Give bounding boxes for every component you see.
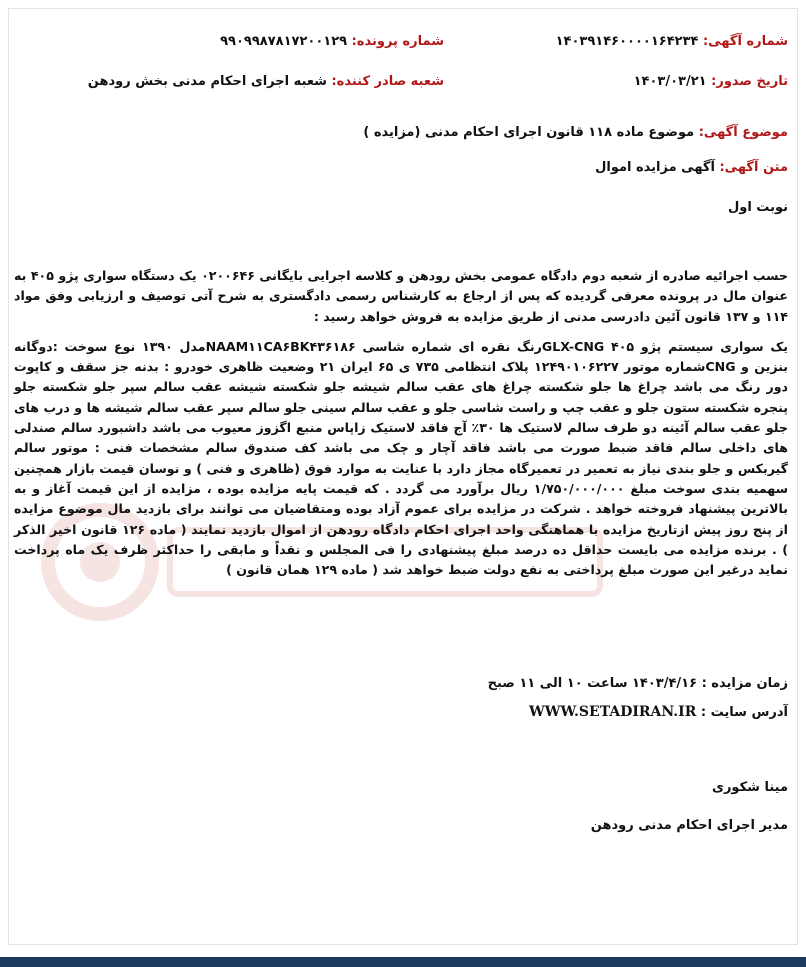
subject-value: موضوع ماده ۱۱۸ قانون اجرای احکام مدنی (مزایده ) xyxy=(363,125,695,140)
case-number-label: شماره پرونده: xyxy=(351,34,444,49)
site-label: آدرس سایت : xyxy=(700,705,788,720)
body-paragraph-intro: حسب اجرائیه صادره از شعبه دوم دادگاه عمومی بخش رودهن و کلاسه اجرایی بایگانی ۰۲۰۰۶۴۶ یک دستگاه سواری پژو ۴۰۵ به عنوان مال در پرونده معرفی گردیده که پس از ارجاع به کارشناس رسمی دادگستری به شرح آتی توصیف و ارزیابی وفق مواد ۱۱۴ و ۱۳۷ قانون آئین دادرسی مدنی از طریق مزایده به فروش خواهد رسید : xyxy=(14,268,788,324)
issue-date-label: تاریخ صدور: xyxy=(711,74,788,89)
ad-text-label: متن آگهی: xyxy=(719,160,788,175)
signer-name: مینا شکوری xyxy=(712,780,788,795)
bottom-bar xyxy=(0,957,806,967)
ad-number-value: ۱۴۰۳۹۱۴۶۰۰۰۰۱۶۴۲۳۴ xyxy=(555,34,699,49)
auction-time: زمان مزایده : ۱۴۰۳/۴/۱۶ ساعت ۱۰ الی ۱۱ صبح xyxy=(487,676,788,691)
site-url-link[interactable]: WWW.SETADIRAN.IR xyxy=(529,704,697,720)
issuer-field xyxy=(88,74,444,89)
issue-date-value: ۱۴۰۳/۰۳/۲۱ xyxy=(633,74,707,89)
case-number-value: ۹۹۰۹۹۸۷۸۱۷۲۰۰۱۲۹ xyxy=(220,34,348,49)
ad-number-label: شماره آگهی: xyxy=(702,34,788,49)
ad-text-value: آگهی مزایده اموال xyxy=(595,160,715,175)
signer-title: مدیر اجرای احکام مدنی رودهن xyxy=(590,818,788,833)
notice-body xyxy=(14,266,788,580)
site-address xyxy=(529,704,788,720)
body-paragraph-details: یک سواری سیستم پژو ۴۰۵ GLX-CNGرنگ نقره ای شماره شاسی NAAM۱۱CA۶BK۴۳۶۱۸۶مدل ۱۳۹۰ نوع سوخت :دوگانه بنزین و CNGشماره موتور ۱۲۴۹۰۱۰۶۲۲۷ پلاک انتظامی ۷۳۵ ی ۶۵ ایران ۲۱ وضعیت ظاهری خودرو : بدنه جز سقف و کاپوت دور رنگ می باشد چراغ ها جلو شکسته چراغ های عقب سالم شیشه جلو شکسته شیشه عقب سالم سپر جلو شکسته جلو پنجره شکسته ستون جلو و عقب چپ و راست شاسی جلو و عقب سالم سینی جلو سالم سپر عقب سالم شیشه ها و درب های جلو عقب سالم آئینه دو طرف سالم لاستیک ها ۳۰٪ آج فاقد لاستیک زاپاس منبع اگزوز معیوب می باشد داشبورد سالم صندلی های داخلی سالم فاقد ضبط صورت می باشد فاقد آچار و چک می باشد کف صندوق سالم مشخصات فنی : موتور سالم گیربکس و جلو بندی نیاز به تعمیر در تعمیرگاه مجاز دارد با عنایت به موارد فوق (ظاهری و فنی ) و نوسان قیمت بازار همچنین سهمیه بندی سوخت مبلغ ۱/۷۵۰/۰۰۰/۰۰۰ ریال برآورد می گردد . که قیمت پایه مزایده بوده ، مزایده از این قیمت آغاز و به بالاترین پیشنهاد فروخته خواهد . شرکت در مزایده برای عموم آزاد بوده ومتقاضیان می توانند برای بازدید مال موضوع مزایده از پنج روز پیش ازتاریخ مزایده با هماهنگی واحد اجرای احکام دادگاه رودهن از اموال بازدید نمایند ( ماده ۱۲۶ قانون اخیر الذکر ) . برنده مزایده می بایست حداقل ده درصد مبلغ پیشنهادی را فی المجلس و نقداً و مابقی را حداکثر ظرف یک ماه پرداخت نماید درغیر این صورت مبلغ پرداختی به نفع دولت ضبط خواهد شد ( ماده ۱۲۹ همان قانون ) xyxy=(14,338,789,578)
issuer-value: شعبه اجرای احکام مدنی بخش رودهن xyxy=(87,74,327,89)
ad-text-field xyxy=(595,160,788,175)
subject-field xyxy=(363,125,788,140)
issue-date-field xyxy=(634,74,788,89)
issuer-label: شعبه صادر کننده: xyxy=(331,74,444,89)
case-number-field xyxy=(220,34,444,49)
turn-text: نوبت اول xyxy=(727,200,788,215)
ad-number-field xyxy=(556,34,788,49)
subject-label: موضوع آگهی: xyxy=(698,125,788,140)
